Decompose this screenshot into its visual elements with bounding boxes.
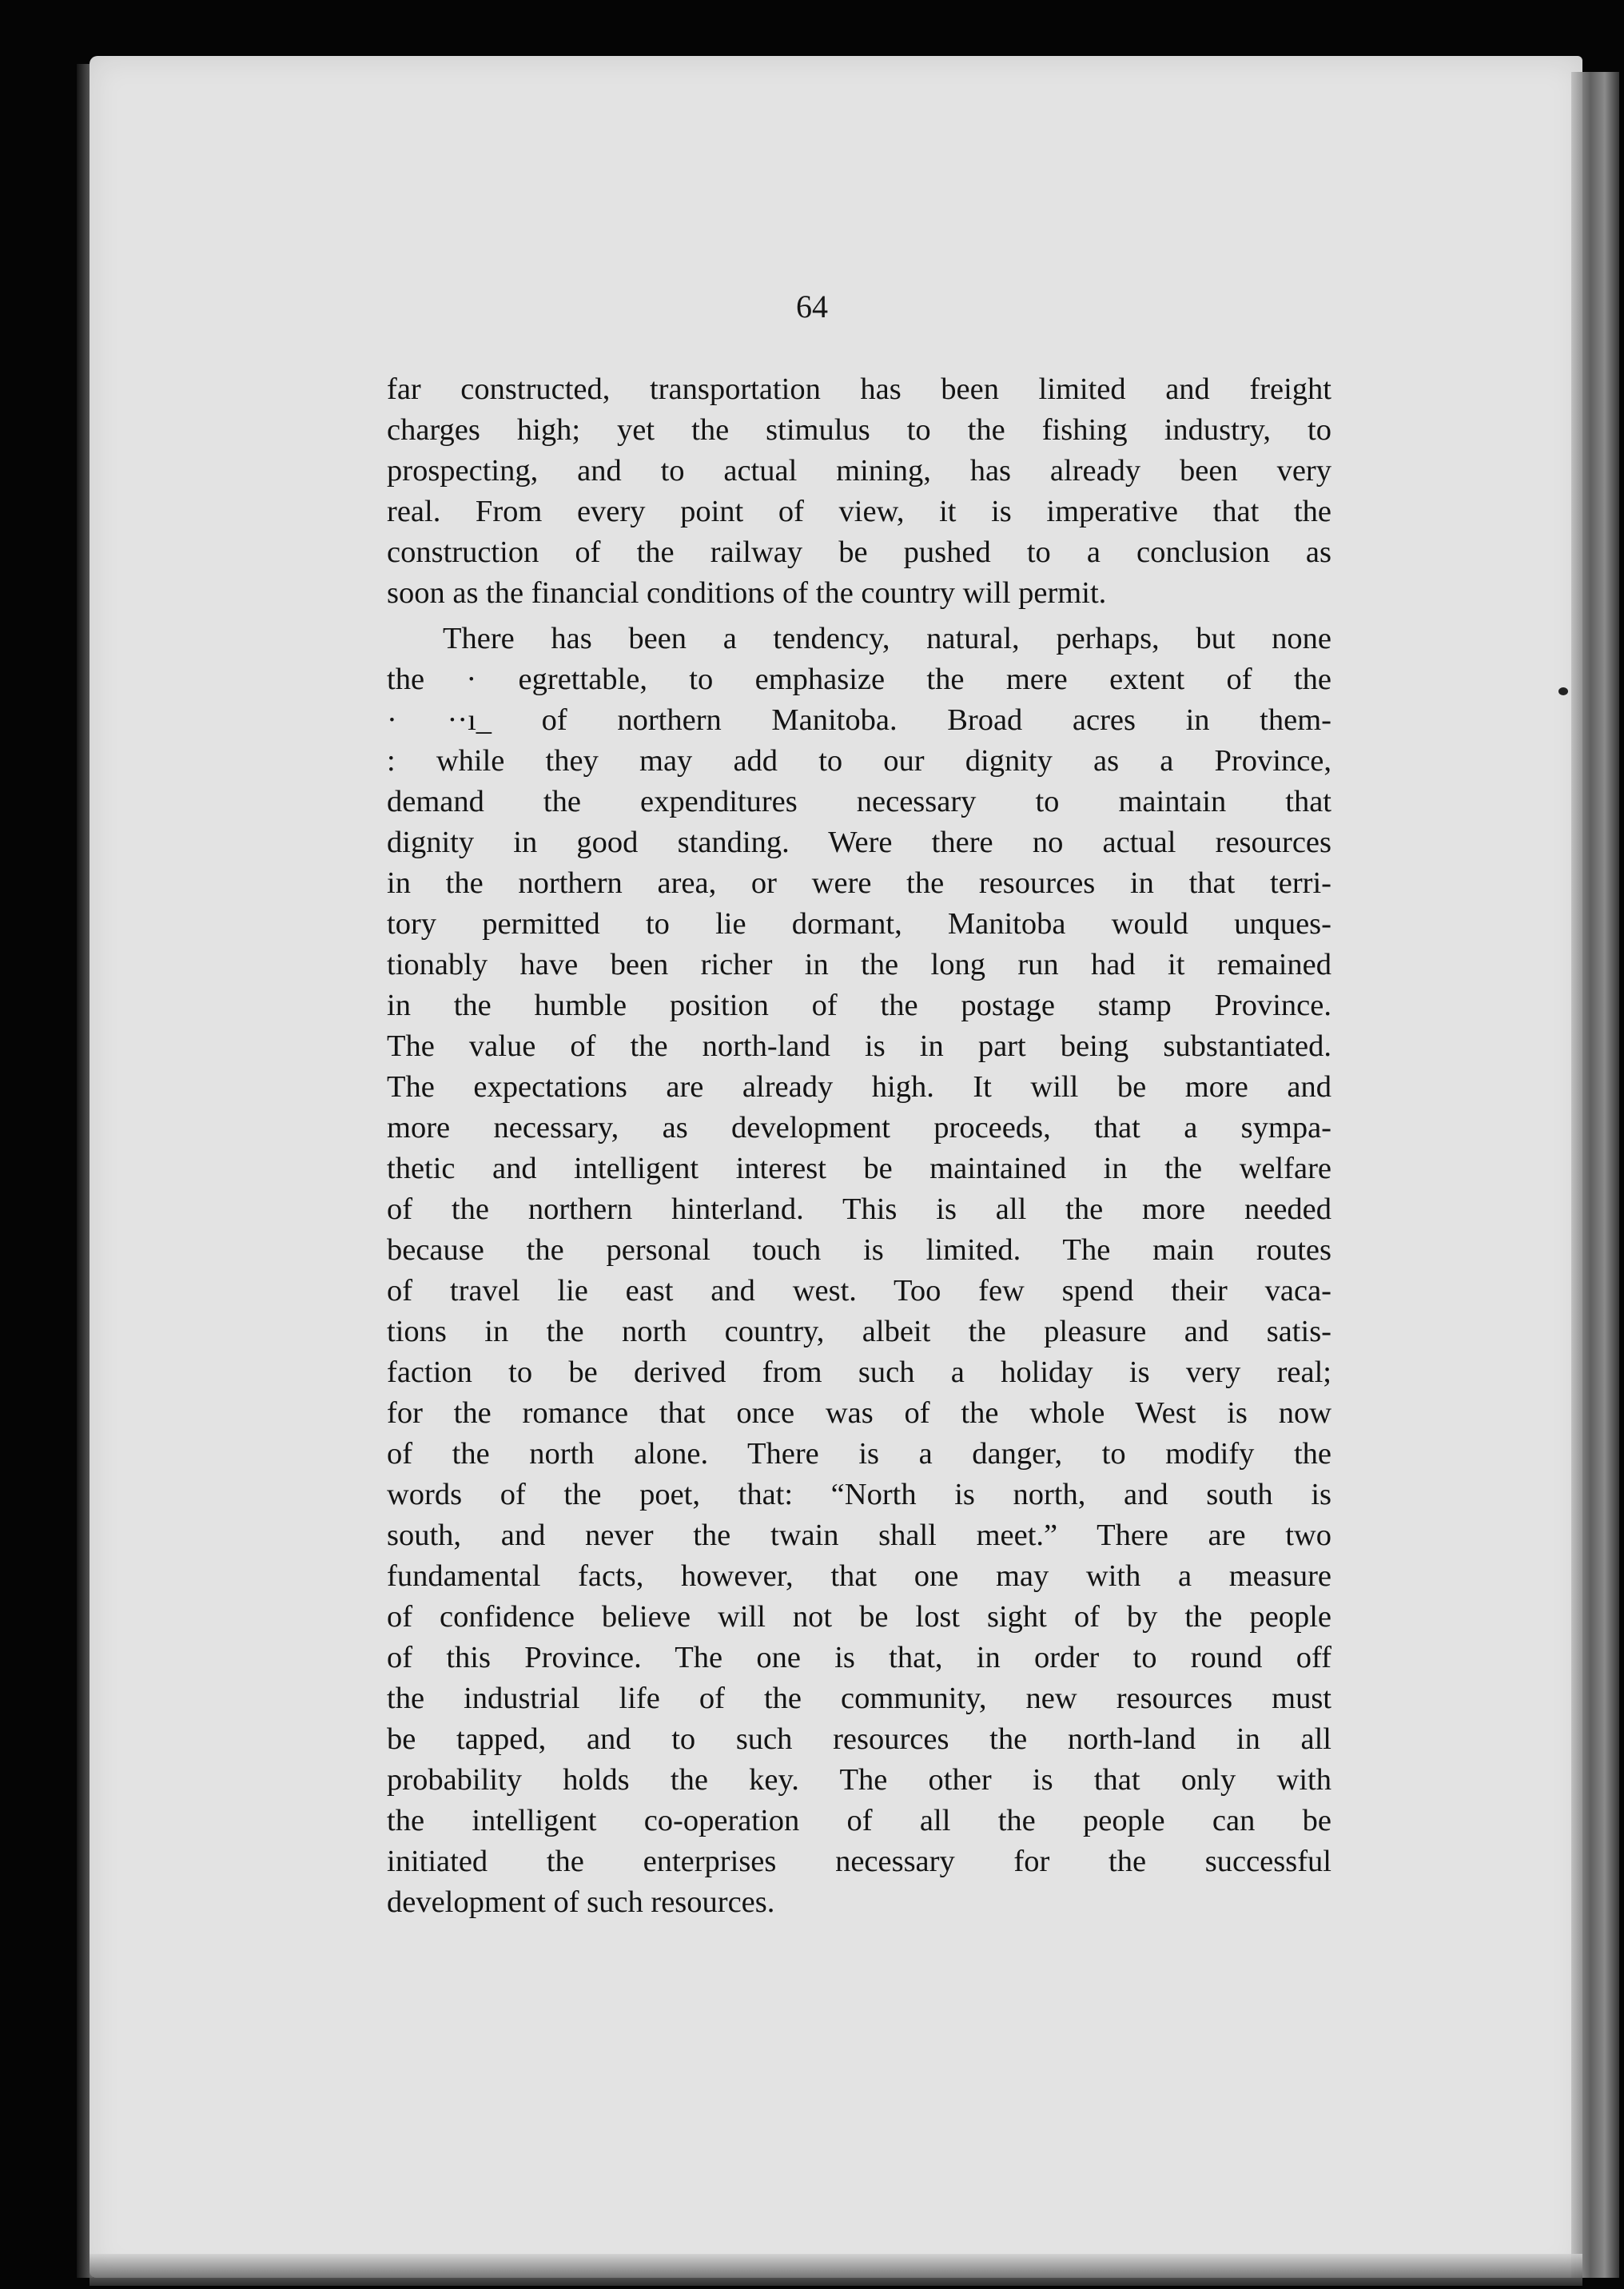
text-line: faction to be derived from such a holiday is very real; (387, 1355, 1331, 1389)
text-line: There has been a tendency, natural, perhaps, but none (443, 622, 1331, 655)
text-line: thetic and intelligent interest be maintained in the welfare (387, 1152, 1331, 1185)
text-line: development of such resources. (387, 1885, 775, 1919)
text-line: of this Province. The one is that, in order to round off (387, 1641, 1331, 1674)
text-line: of the northern hinterland. This is all the more needed (387, 1192, 1331, 1226)
bottom-page-edge (90, 2254, 1582, 2286)
text-line: the intelligent co-operation of all the people can be (387, 1804, 1331, 1837)
text-line: words of the poet, that: “North is north, and south is (387, 1478, 1331, 1511)
text-line: tions in the north country, albeit the pleasure and satis- (387, 1315, 1331, 1348)
text-line: construction of the railway be pushed to a conclusion as (387, 535, 1331, 569)
text-line: charges high; yet the stimulus to the fishing industry, to (387, 413, 1331, 447)
text-line: be tapped, and to such resources the north-land in all (387, 1722, 1331, 1756)
text-line: of confidence believe will not be lost sight of by the people (387, 1600, 1331, 1634)
text-line: The expectations are already high. It will be more and (387, 1070, 1331, 1104)
right-page-edge (1571, 72, 1619, 2278)
page-number: 64 (796, 289, 828, 324)
text-line: of the north alone. There is a danger, to modify the (387, 1437, 1331, 1471)
text-line: more necessary, as development proceeds, that a sympa- (387, 1111, 1331, 1144)
text-line: south, and never the twain shall meet.” There are two (387, 1519, 1331, 1552)
text-line: for the romance that once was of the whole West is now (387, 1396, 1331, 1430)
text-line: of travel lie east and west. Too few spend their vaca- (387, 1274, 1331, 1308)
text-line: dignity in good standing. Were there no actual resources (387, 826, 1331, 859)
text-line: the industrial life of the community, new resources must (387, 1682, 1331, 1715)
text-line: because the personal touch is limited. The main routes (387, 1233, 1331, 1267)
text-line: demand the expenditures necessary to maintain that (387, 785, 1331, 818)
text-line: in the humble position of the postage stamp Province. (387, 989, 1331, 1022)
text-line: the · egrettable, to emphasize the mere extent of the (387, 663, 1331, 696)
text-line: in the northern area, or were the resources in that terri- (387, 866, 1331, 900)
text-line: probability holds the key. The other is that only with (387, 1763, 1331, 1797)
text-line: far constructed, transportation has been limited and freight (387, 372, 1331, 406)
text-line: · ··ı_ of northern Manitoba. Broad acres in them- (387, 703, 1331, 737)
text-line: The value of the north-land is in part being substantiated. (387, 1029, 1331, 1063)
body-text (387, 369, 1331, 1923)
paragraph-2 (387, 619, 1331, 1923)
text-line: tory permitted to lie dormant, Manitoba would unques- (387, 907, 1331, 941)
text-line: prospecting, and to actual mining, has already been very (387, 454, 1331, 488)
text-line: initiated the enterprises necessary for the successful (387, 1845, 1331, 1878)
text-line: tionably have been richer in the long run had it remained (387, 948, 1331, 981)
ink-smudge (1558, 687, 1568, 695)
text-line: : while they may add to our dignity as a Province, (387, 744, 1331, 778)
paragraph-1 (387, 369, 1331, 614)
text-line: fundamental facts, however, that one may with a measure (387, 1559, 1331, 1593)
text-line: real. From every point of view, it is imperative that the (387, 495, 1331, 528)
text-line: soon as the financial conditions of the country will permit. (387, 576, 1107, 610)
